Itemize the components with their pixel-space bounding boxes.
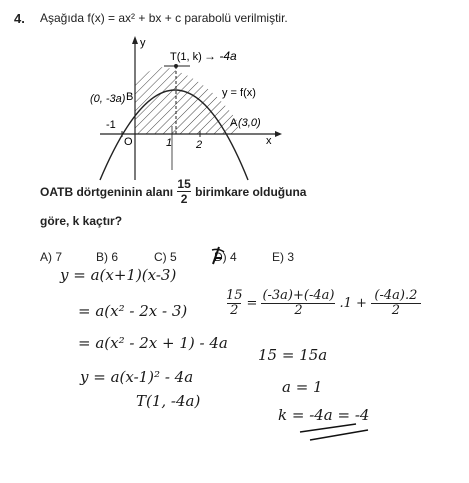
question-number: 4. (14, 11, 25, 26)
hand-tick-1: 1 (166, 137, 173, 149)
parabola-graph (80, 30, 290, 190)
vertex-label: T(1, k) (170, 51, 202, 63)
hand-tick-2: 2 (196, 139, 203, 151)
area-numerator: 15 (177, 177, 191, 191)
option-e[interactable]: E) 3 (272, 250, 295, 264)
function-label: y = f(x) (222, 87, 256, 99)
question-stem: Aşağıda f(x) = ax² + bx + c parabolü verilmiştir. (40, 11, 288, 25)
vertex-point (174, 64, 178, 68)
eq-term1-fraction (261, 290, 335, 317)
eq-left-fraction (226, 290, 243, 317)
hand-a-coord: (3,0) (238, 117, 261, 129)
hand-b-coord: (0, -3a) (90, 93, 126, 105)
result-line-2: a = 1 (282, 378, 323, 396)
work-line-3: = a(x² - 2x + 1) - 4a (78, 334, 228, 352)
x-axis-label: x (266, 135, 272, 147)
result-line-3: k = -4a = -4 (278, 406, 370, 424)
eq-term1-mult: .1 + (339, 296, 367, 311)
eq-left-num: 15 (226, 288, 243, 303)
question-line1-after: birimkare olduğuna (195, 184, 307, 199)
answer-underline-icon (296, 420, 376, 444)
eq-term2-num: (-4a).2 (374, 288, 418, 303)
tick-minus1-label: -1 (106, 119, 116, 131)
point-b-label: B (126, 91, 134, 103)
eq-term2-fraction (371, 290, 421, 317)
question-line1-before: OATB dörtgeninin alanı (40, 184, 174, 199)
eq-term2-den: 2 (391, 303, 401, 318)
option-d[interactable]: D) 4 (214, 250, 237, 264)
point-a-label: A (230, 117, 238, 129)
work-line-1: y = a(x+1)(x-3) (60, 266, 177, 284)
x-axis-arrow-icon (275, 131, 282, 137)
eq-left-den: 2 (230, 303, 239, 318)
question-line2: göre, k kaçtır? (40, 214, 123, 228)
selection-mark-icon (210, 244, 228, 268)
eq-term1-num: (-3a)+(-4a) (262, 288, 335, 303)
work-line-4: y = a(x-1)² - 4a (80, 368, 194, 386)
hand-vertex-note: → -4a (204, 49, 237, 63)
eq-term1-den: 2 (294, 303, 303, 318)
result-line-1: 15 = 15a (258, 346, 328, 364)
area-equation (222, 290, 425, 317)
area-fraction (177, 178, 191, 205)
area-denominator: 2 (180, 192, 188, 206)
option-c[interactable]: C) 5 (154, 250, 177, 264)
y-axis-label: y (140, 37, 146, 49)
work-line-5: T(1, -4a) (136, 392, 201, 410)
eq-equals: = (246, 296, 258, 311)
origin-label: O (124, 136, 133, 148)
work-line-2: = a(x² - 2x - 3) (78, 302, 188, 320)
option-b[interactable]: B) 6 (96, 250, 119, 264)
y-axis-arrow-icon (132, 36, 138, 44)
option-a[interactable]: A) 7 (40, 250, 63, 264)
question-line1 (40, 178, 306, 205)
